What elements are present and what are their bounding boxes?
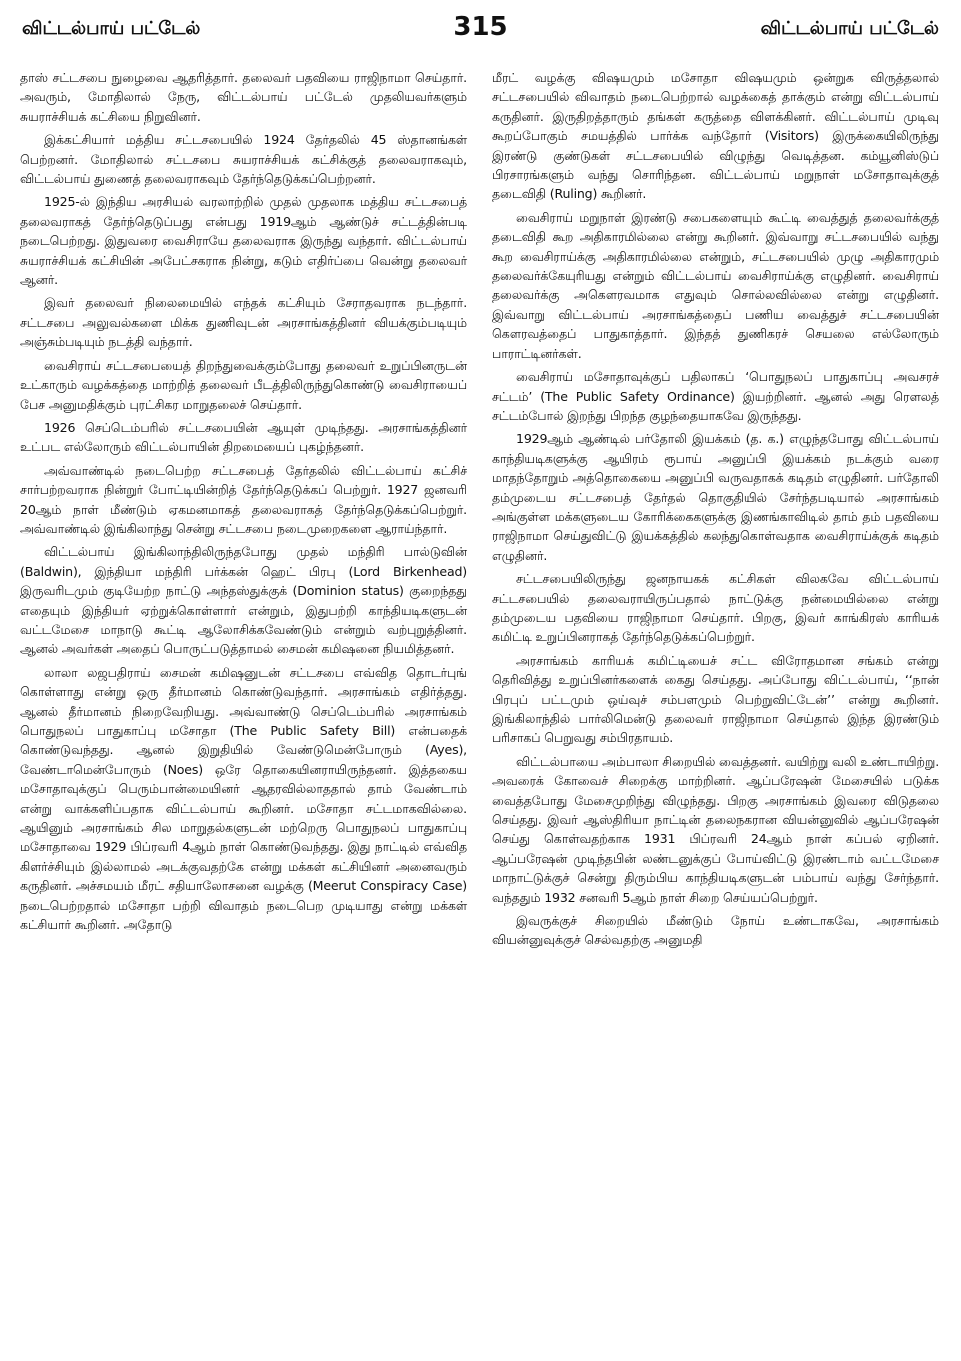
- paragraph: வைசிராய் மசோதாவுக்குப் பதிலாகப் ‘பொதுநலப் பாதுகாப்பு அவசரச் சட்டம்’ (The Public Safety Ordinance) இயற்றினர். ஆனல் அது ரௌலத் சட்டம்போல் இறந்து பிறந்த குழந்தையாகவே இருந்தது.: [492, 369, 939, 423]
- paragraph: சட்டசபையிலிருந்து ஜனநாயகக் கட்சிகள் விலகவே விட்டல்பாய் சட்டசபையில் தலைவராயிருப்பதால் நாட்டுக்கு நன்மையில்லை என்று தம்முடைய பதவியை ராஜிநாமா செய்தார். பிறகு, இவர் காங்கிரஸ் காரியக் கமிட்டி உறுப்பினராகத் தேர்ந்தெடுக்கப்பெற்றுர்.: [492, 571, 939, 645]
- paragraph: வைசிராய் மறுநாள் இரண்டு சபைகளையும் கூட்டி வைத்துத் தலைவர்க்குத் தடைவிதி கூற அதிகாரமில்லை என்று கூறினர். இவ்வாறு சட்டசபையில் வந்து கூற வைசிராய்க்கு அதிகாரமில்லை என்றும், சட்டசபையில் முழு அதிகாரமும் தலைவர்க்கேயுரியது என்றும் விட்டல்பாய் வைசிராய்க்கு எழுதினர். வைசிராய் தலைவர்க்கு அகௌரவமாக எதுவும் சொல்லவில்லை என்று எழுதினர். இவ்வாறு விட்டல்பாய் அரசாங்கத்தைப் பணிய வைத்துச் சட்டசபையின் கௌரவத்தைப் பாதுகாத்தார். இந்தத் துணிகரச் செயலை எல்லோரும் பாராட்டினர்கள்.: [492, 209, 939, 361]
- page-number: 315: [453, 12, 508, 42]
- paragraph: விட்டல்பாயை அம்பாலா சிறையில் வைத்தனர். வயிற்று வலி உண்டாயிற்று. அவரைக் கோவைச் சிறைக்கு மாற்றினர். ஆப்பரேஷன் மேசையில் படுக்க வைத்தபோது மேசைமுறிந்து விழுந்தது. பிறகு அரசாங்கம் இவரை விடுதலை செய்தது. இவர் ஆஸ்திரியா நாட்டின் தலைநகரான வியன்னுவில் ஆப்பரேஷன் செய்து கொள்வதற்காக 1931 பிப்ரவரி 24ஆம் நாள் கப்பல் ஏறினர். ஆப்பரேஷன் முடிந்தபின் லண்டனுக்குப் போய்விட்டு இரண்டாம் வட்டமேசை மாநாட்டுக்குச் சென்று திரும்பிய காந்தியடிகளுடன் பம்பாய் வந்து சேர்ந்தார். வந்ததும் 1932 சனவரி 5ஆம் நாள் சிறை செய்யப்பெற்றுர்.: [492, 753, 939, 905]
- page-header: [22, 12, 939, 46]
- paragraph: 1926 செப்டெம்பரில் சட்டசபையின் ஆயுள் முடிந்தது. அரசாங்கத்தினர் உட்பட எல்லோரும் விட்டல்பாயின் திறமையைப் புகழ்ந்தனர்.: [20, 419, 467, 455]
- paragraph: அவ்வாண்டில் நடைபெற்ற சட்டசபைத் தேர்தலில் விட்டல்பாய் கட்சிச் சார்பற்றவராக நின்றுர் போட்டியின்றித் தேர்ந்தெடுக்கப் பெற்றுர். 1927 ஜனவரி 20ஆம் நாள் மீண்டும் ஏகமனமாகத் தலைவராகத் தேர்ந்தெடுக்கப்பெற்றுர். அவ்வாண்டில் இங்கிலாந்து சென்று சட்டசபை நடைமுறைகளை ஆராய்ந்தார்.: [20, 462, 467, 536]
- paragraph: 1929ஆம் ஆண்டில் பர்தோலி இயக்கம் (த. க.) எழுந்தபோது விட்டல்பாய் காந்தியடிகளுக்கு ஆயிரம் ரூபாய் அனுப்பி இயக்கம் நடக்கும் வரை மாதந்தோறும் அத்தொகையை அனுப்பி வருவதாகக் கடிதம் எழுதினர். பர்தோலி தம்முடைய சட்டசபைத் தேர்தல் தொகுதியில் சேர்ந்தபடியால் அரசாங்கம் அங்குள்ள மக்களுடைய கோரிக்கைகளுக்கு இணங்காவிடில் தாம் தம் பதவியை ராஜிநாமா செய்துவிட்டு இயக்கத்தில் கலந்துகொள்வதாக வைசிராய்க்குக் கடிதம் எழுதினர்.: [492, 431, 939, 563]
- paragraph: வைசிராய் சட்டசபையைத் திறந்துவைக்கும்போது தலைவர் உறுப்பினருடன் உட்காரும் வழக்கத்தை மாற்றித் தலைவர் பீடத்திலிருந்துகொண்டு வைசிராயைப் பேச அனுமதிக்கும் புரட்சிகர மாறுதலைச் செய்தார்.: [20, 357, 467, 412]
- paragraph: இவர் தலைவர் நிலைமையில் எந்தக் கட்சியும் சேராதவராக நடந்தார். சட்டசபை அலுவல்களை மிக்க துணிவுடன் அரசாங்கத்தினர் வியக்கும்படியும் அஞ்சும்படியும் நடத்தி வந்தார்.: [20, 295, 467, 350]
- paragraph: இக்கட்சியார் மத்திய சட்டசபையில் 1924 தேர்தலில் 45 ஸ்தானங்கள் பெற்றனர். மோதிலால் சட்டசபை சுயராச்சியக் கட்சிக்குத் தலைவராகவும், விட்டல்பாய் துணைத் தலைவராகவும் தேர்ந்தெடுக்கப்பெற்றனர்.: [20, 132, 467, 187]
- paragraph: அரசாங்கம் காரியக் கமிட்டியைச் சட்ட விரோதமான சங்கம் என்று தெரிவித்து உறுப்பினர்களைக் கைது செய்தது. அப்போது விட்டல்பாய், ‘‘நான் பிரபுப் பட்டமும் ஒய்வுச் சம்பளமும் பெற்றுவிட்டேன்’’ என்று கூறினர். இங்கிலாந்தில் பார்லிமென்டு தலைவர் ராஜிநாமா செய்தால் இந்த இரண்டும் பரிசாகப் பெறுவது சம்பிரதாயம்.: [492, 652, 939, 746]
- right-column: [492, 68, 939, 954]
- left-column: [20, 68, 467, 938]
- running-head-right: விட்டல்பாய் பட்டேல்: [760, 18, 939, 39]
- paragraph: மீரட் வழக்கு விஷயமும் மசோதா விஷயமும் ஒன்றுக விருத்தலால் சட்டசபையில் விவாதம் நடைபெற்றால் வழக்கைத் தாக்கும் என்று விட்டல்பாய் கருதினர். இருதிறத்தாரும் தங்கள் கருத்தை விளக்கினர். விட்டல்பாய் முடிவு கூறப்போகும் சமயத்தில் பார்க்க வந்தோர் (Visitors) இருக்கையிலிருந்து இரண்டு குண்டுகள் சட்டசபையில் விழுந்து வெடித்தன. கம்யூனிஸ்டுப் பிரசாரங்களும் வந்து சொரிந்தன. விட்டல்பாய் மறுநாள் மசோதாவுக்குத் தடைவிதி (Ruling) கூறினர்.: [492, 70, 939, 202]
- paragraph: இவருக்குச் சிறையில் மீண்டும் நோய் உண்டாகவே, அரசாங்கம் வியன்னுவுக்குச் செல்வதற்கு அனுமதி: [492, 913, 939, 948]
- paragraph: தாஸ் சட்டசபை நுழைவை ஆதரித்தார். தலைவர் பதவியை ராஜிநாமா செய்தார். அவரும், மோதிலால் நேரு, விட்டல்பாய் பட்டேல் முதலியவர்களும் சுயராச்சியக் கட்சியை நிறுவினர்.: [20, 70, 467, 124]
- paragraph: விட்டல்பாய் இங்கிலாந்திலிருந்தபோது முதல் மந்திரி பால்டுவின் (Baldwin), இந்தியா மந்திரி பர்க்கன் ஹெட் பிரபு (Lord Birkenhead) இருவரிடமும் குடியேற்ற நாட்டு அந்தஸ்துக்குக் (Dominion status) குறைந்தது எதையும் இந்தியர் ஏற்றுக்கொள்ளார் என்றும், இதுபற்றி காந்தியடிகளுடன் வட்டமேசை மாநாடு கூட்டி ஆலோசிக்கவேண்டும் என்றும் வற்புறுத்தினர். ஆனல் அவர்கள் அதைப் பொருட்படுத்தாமல் சைமன் கமிஷனை நியமித்தனர்.: [20, 544, 467, 657]
- running-head-left: விட்டல்பாய் பட்டேல்: [22, 18, 201, 39]
- paragraph: 1925-ல் இந்திய அரசியல் வரலாற்றில் முதல் முதலாக மத்திய சட்டசபைத் தலைவராகத் தேர்ந்தெடுப்பது என்பது 1919ஆம் ஆண்டுச் சட்டத்தின்படி நடைபெற்றது. இதுவரை வைசிராயே தலைவராக இருந்து வந்தார். விட்டல்பாய் சுயராச்சியக் கட்சியின் அபேட்சகராக நின்று, கடும் எதிர்ப்பை வென்று தலைவர் ஆனர்.: [20, 194, 467, 288]
- paragraph: லாலா லஜபதிராய் சைமன் கமிஷனுடன் சட்டசபை எவ்வித தொடர்புங் கொள்ளாது என்று ஒரு தீர்மானம் கொண்டுவந்தார். அரசாங்கம் எதிர்த்தது. ஆனல் தீர்மானம் நிறைவேறியது. அவ்வாண்டு செப்டெம்பரில் அரசாங்கம் பொதுநலப் பாதுகாப்பு மசோதா (The Public Safety Bill) என்பதைக் கொண்டுவந்தது. ஆனல் இறுதியில் வேண்டுமென்போரும் (Ayes), வேண்டாமென்போரும் (Noes) ஒரே தொகையினராயிருந்தனர். இத்தகைய மசோதாவுக்குப் பெரும்பான்மையினர் ஆதரவில்லாததால் தாம் வேண்டாம் என்று வாக்களிப்பதாக விட்டல்பாய் கூறினர். மசோதா சட்டமாகவில்லை. ஆயினும் அரசாங்கம் சில மாறுதல்களுடன் மற்றெரு பொதுநலப் பாதுகாப்பு மசோதாவை 1929 பிப்ரவரி 4ஆம் நாள் கொண்டுவந்தது. இது நாட்டில் எவ்வித கிளர்ச்சியும் இல்லாமல் அடக்குவதற்கே என்று மக்கள் கட்சியினர் அனைவரும் கருதினர். அச்சமயம் மீரட் சதியாலோசனை வழக்கு (Meerut Conspiracy Case) நடைபெற்றதால் மசோதா பற்றி விவாதம் நடைபெற முடியாது என்று மக்கள் கட்சியார் கூறினர். அதோடு: [20, 664, 467, 933]
